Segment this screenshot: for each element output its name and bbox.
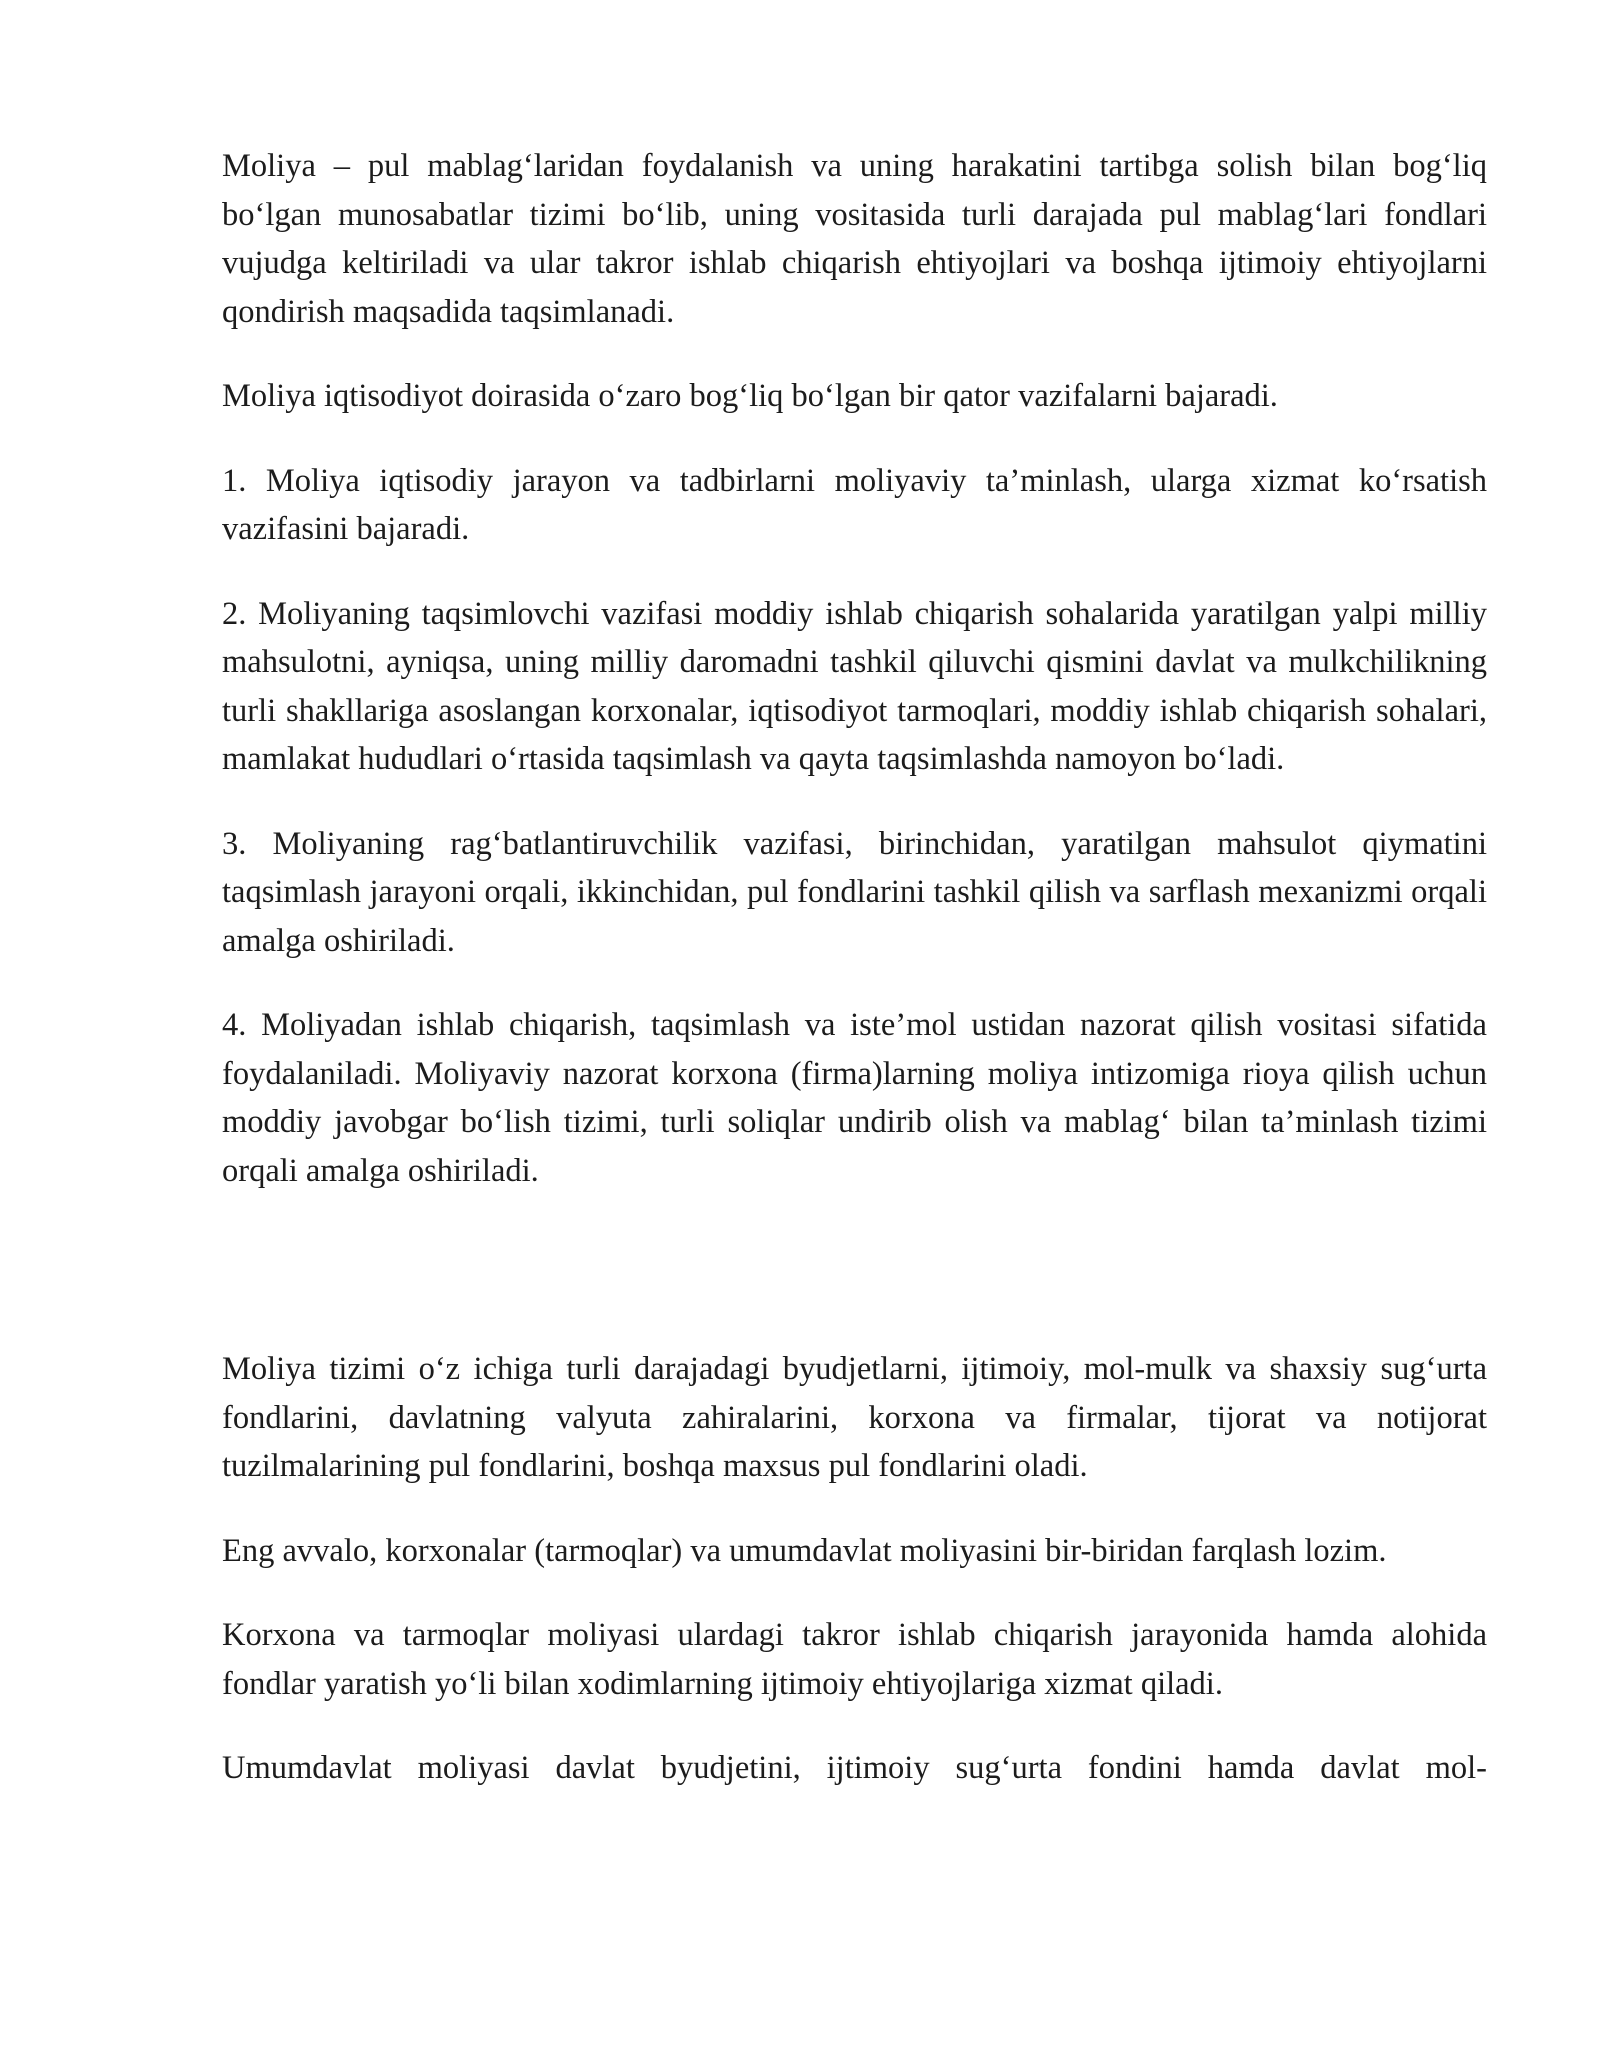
section-gap <box>222 1231 1487 1345</box>
paragraph-financial-system: Moliya tizimi o‘z ichiga turli darajadagi byudjetlarni, ijtimoiy, mol-mulk va shaxsiy sug‘urta fondlarini, davlatning valyuta zahiralarini, korxona va firmalar, tijorat va notijorat tuzilmalarining pul fondlarini, boshqa maxsus pul fondlarini oladi. <box>222 1351 1487 1484</box>
paragraph-functions-intro: Moliya iqtisodiyot doirasida o‘zaro bog‘liq bo‘lgan bir qator vazifalarni bajaradi. <box>222 378 1278 414</box>
paragraph-function-4: 4. Moliyadan ishlab chiqarish, taqsimlash va iste’mol ustidan nazorat qilish vositasi sifatida foydalaniladi. Moliyaviy nazorat korxona (firma)larning moliya intizomiga rioya qilish uchun moddiy javobgar bo‘lish tizimi, turli soliqlar undirib olish va mablag‘ bilan ta’minlash tizimi orqali amalga oshiriladi. <box>222 1007 1487 1189</box>
paragraph-function-3: 3. Moliyaning rag‘batlantiruvchilik vazifasi, birinchidan, yaratilgan mahsulot qiymatini taqsimlash jarayoni orqali, ikkinchidan, pul fondlarini tashkil qilish va sarflash mexanizmi orqali amalga oshiriladi. <box>222 825 1487 959</box>
document-body <box>222 142 1487 1829</box>
paragraph-definition: Moliya – pul mablag‘laridan foydalanish va uning harakatini tartibga solish bilan bog‘liq bo‘lgan munosabatlar tizimi bo‘lib, uning vositasida turli darajada pul mablag‘lari fondlari vujudga keltiriladi va ular takror ishlab chiqarish ehtiyojlari va boshqa ijtimoiy ehtiyojlarni qondirish maqsadida taqsimlanadi. <box>222 148 1487 330</box>
paragraph-function-1: 1. Moliya iqtisodiy jarayon va tadbirlarni moliyaviy ta’minlash, ularga xizmat ko‘rsatish vazifasini bajaradi. <box>222 462 1487 547</box>
paragraph-function-2: 2. Moliyaning taqsimlovchi vazifasi moddiy ishlab chiqarish sohalarida yaratilgan yalpi milliy mahsulotni, ayniqsa, uning milliy daromadni tashkil qiluvchi qismini davlat va mulkchilikning turli shakllariga asoslangan korxonalar, iqtisodiyot tarmoqlari, moddiy ishlab chiqarish sohalari, mamlakat hududlari o‘rtasida taqsimlash va qayta taqsimlashda namoyon bo‘ladi. <box>222 595 1487 777</box>
paragraph-state-finance: Umumdavlat moliyasi davlat byudjetini, ijtimoiy sug‘urta fondini hamda davlat mol- <box>222 1750 1487 1786</box>
paragraph-distinction: Eng avvalo, korxonalar (tarmoqlar) va umumdavlat moliyasini bir-biridan farqlash lozim. <box>222 1532 1387 1569</box>
paragraph-enterprise-finance: Korxona va tarmoqlar moliyasi ulardagi takror ishlab chiqarish jarayonida hamda alohida fondlar yaratish yo‘li bilan xodimlarning ijtimoiy ehtiyojlariga xizmat qiladi. <box>222 1617 1487 1702</box>
